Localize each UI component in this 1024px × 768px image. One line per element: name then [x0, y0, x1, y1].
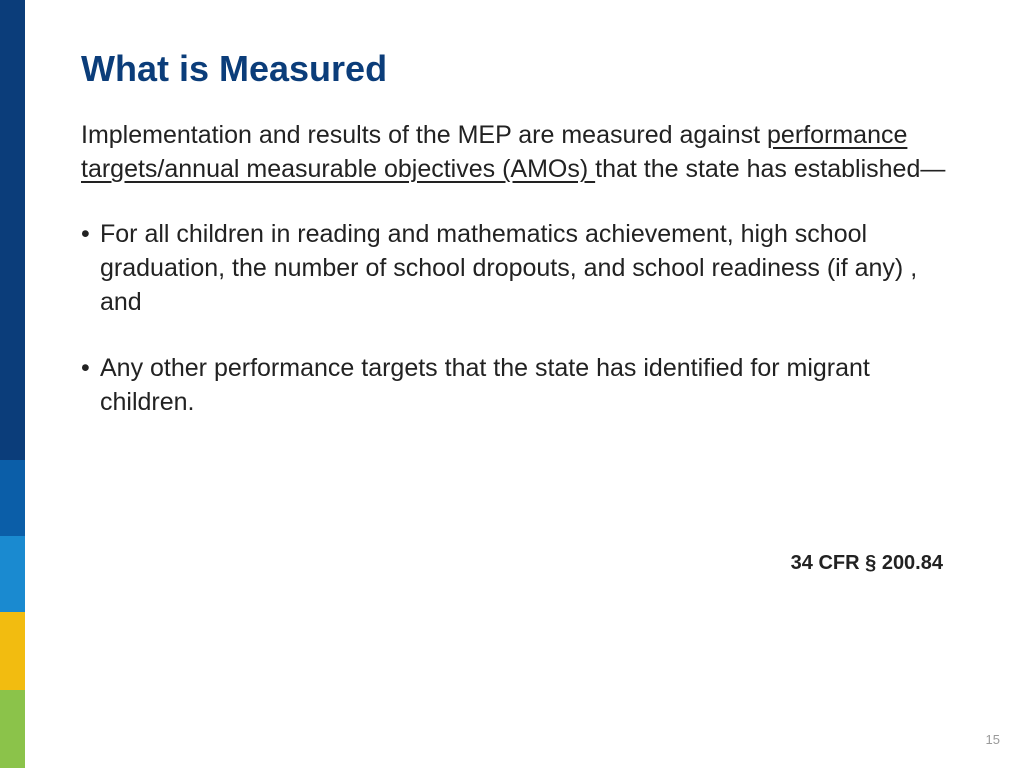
page-number: 15: [985, 732, 1000, 747]
bullet-text: For all children in reading and mathematics achievement, high school graduation, the number of school dropouts, and school readiness (if any) , and: [100, 220, 918, 316]
bullet-icon: •: [81, 220, 90, 248]
slide-title: What is Measured: [81, 48, 388, 89]
side-bar-green-segment: [0, 690, 25, 768]
side-color-bar: [0, 0, 25, 768]
bullet-item: [81, 217, 951, 319]
side-bar-light-blue-segment: [0, 536, 25, 612]
side-bar-navy-segment: [0, 0, 25, 460]
intro-paragraph: [81, 118, 951, 186]
slide-body: [81, 118, 951, 451]
bullet-icon: •: [81, 354, 90, 382]
intro-tail: that the state has established—: [595, 155, 946, 183]
citation: 34 CFR § 200.84: [790, 552, 943, 574]
intro-underlined-term: performance targets/annual measurable objectives (AMOs): [81, 121, 908, 183]
bullet-item: [81, 351, 951, 419]
side-bar-blue-segment: [0, 460, 25, 536]
bullet-text: Any other performance targets that the state has identified for migrant children.: [100, 354, 870, 416]
intro-lead: Implementation and results of the MEP are measured against: [81, 121, 768, 149]
bullet-list: [81, 217, 951, 419]
side-bar-yellow-segment: [0, 612, 25, 690]
